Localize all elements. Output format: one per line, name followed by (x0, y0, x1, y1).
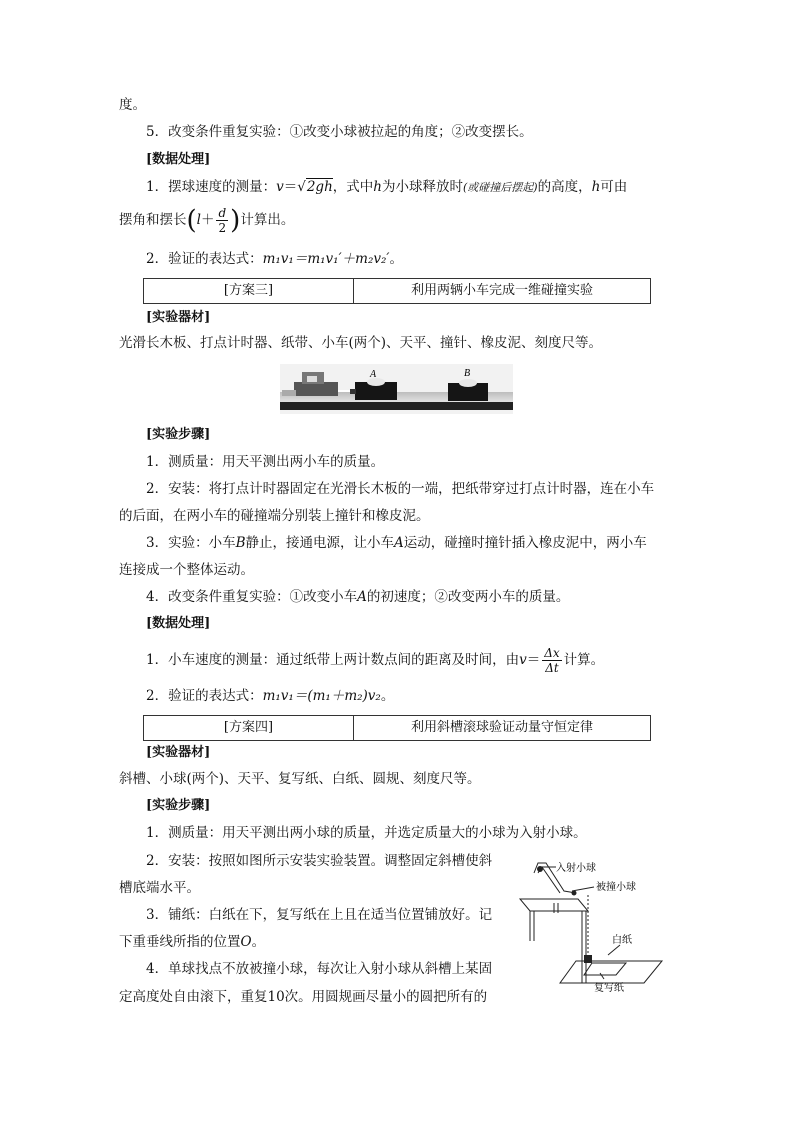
leader-line (608, 945, 620, 955)
plan4-label: [方案四] (144, 716, 354, 740)
incident-ball (537, 866, 543, 872)
text-line: 4．单球找点不放被撞小球，每次让入射小球从斜槽上某固 (146, 961, 493, 977)
fraction (542, 646, 561, 675)
text-line: 1．测质量：用天平测出两小球的质量，并选定质量大的小球为入射小球。 (146, 825, 587, 841)
plan4-title: 利用斜槽滚球验证动量守恒定律 (410, 720, 593, 735)
table-leg (530, 911, 534, 941)
text-line: 连接成一个整体运动。 (119, 562, 254, 578)
fraction (216, 206, 228, 235)
section-heading: [数据处理] (146, 152, 211, 167)
text: 计算。 (563, 652, 605, 668)
section-heading: [实验器材] (146, 745, 211, 760)
text: 4．改变条件重复实验：①改变小车 (146, 589, 358, 605)
text: ，式中 (332, 179, 374, 195)
text-line (146, 587, 569, 607)
text: 2．验证的表达式： (146, 688, 263, 704)
right-paren: ) (230, 205, 241, 236)
section-heading: [实验步骤] (146, 798, 211, 813)
text: 计算出。 (240, 212, 295, 228)
text-line (119, 932, 265, 952)
var-o: O (240, 934, 252, 950)
text: 为小球释放时 (381, 179, 463, 195)
var-l: l (196, 212, 201, 228)
plan3-label: [方案三] (144, 279, 354, 303)
incline-figure (516, 855, 666, 995)
text-line: 2．安装：按照如图所示安装实验装置。调整固定斜槽使斜 (146, 853, 493, 869)
var-h: h (591, 179, 601, 195)
section-heading: [数据处理] (146, 616, 211, 631)
text: 摆角和摆长 (119, 212, 187, 228)
note: (或碰撞后摆起) (462, 181, 538, 194)
target-ball-label: 被撞小球 (596, 882, 636, 893)
text: 。 (380, 688, 395, 704)
text: 1．摆球速度的测量： (146, 179, 277, 195)
denominator: 2 (218, 221, 227, 235)
plan3-box (143, 278, 651, 304)
text-line: 槽底端水平。 (119, 880, 200, 896)
var: A (394, 535, 404, 551)
formula-line (119, 205, 294, 236)
text: 可由 (600, 179, 628, 195)
plumb-bob (584, 955, 592, 963)
incident-ball-label: 入射小球 (556, 863, 596, 874)
text-line: 的后面，在两小车的碰撞端分别装上撞针和橡皮泥。 (119, 508, 430, 524)
denominator: Δt (545, 661, 559, 675)
white-paper-label: 白纸 (612, 935, 632, 946)
target-ball (572, 891, 577, 896)
text-line: 度。 (119, 97, 146, 113)
plan3-title: 利用两辆小车完成一维碰撞实验 (410, 283, 593, 298)
var-v: v (276, 179, 284, 195)
text: 1．小车速度的测量：通过纸带上两计数点间的距离及时间，由 (146, 652, 520, 668)
var: B (235, 535, 246, 551)
text: 2．验证的表达式： (146, 251, 263, 267)
var: A (357, 589, 367, 605)
leader-line (572, 887, 594, 891)
sqrt-sign: √ (297, 179, 306, 195)
white-paper-sheet (560, 961, 662, 983)
text: 的初速度；②改变两小车的质量。 (366, 589, 570, 605)
numerator: d (218, 206, 227, 220)
cart-b-label: B (464, 368, 471, 379)
text-line: 光滑长木板、打点计时器、纸带、小车(两个)、天平、撞针、橡皮泥、刻度尺等。 (119, 335, 603, 351)
plus: ＋ (200, 212, 215, 228)
section-heading: [实验器材] (146, 310, 211, 325)
text-line (146, 533, 647, 553)
text-line: 斜槽、小球(两个)、天平、复写纸、白纸、圆规、刻度尺等。 (119, 771, 481, 787)
numerator: Δx (544, 646, 560, 660)
text-line: 5．改变条件重复实验：①改变小球被拉起的角度；②改变摆长。 (146, 124, 533, 140)
text: 的高度， (537, 179, 592, 195)
cart-a-label: A (370, 369, 377, 380)
text-line: 1．测质量：用天平测出两小车的质量。 (146, 454, 385, 470)
text: ＝ (526, 652, 541, 668)
text: 。 (251, 934, 266, 950)
carbon-paper-sheet (584, 963, 626, 975)
text: 静止，接通电源，让小车 (245, 535, 395, 551)
formula-line (146, 644, 604, 676)
var-h: h (373, 179, 382, 195)
text: 。 (389, 251, 403, 267)
left-paren: ( (186, 205, 197, 236)
text-line: 定高度处自由滚下，重复10次。用圆规画尽量小的圆把所有的 (119, 989, 488, 1005)
plan4-box (143, 715, 651, 741)
formula: m₁v₁＝m₁v₁′＋m₂v₂′ (262, 251, 390, 267)
track-edge (280, 402, 513, 410)
formula: m₁v₁＝(m₁＋m₂)v₂ (262, 688, 381, 704)
carts-figure (280, 364, 513, 414)
var-v: v (519, 652, 527, 668)
text: 下重垂线所指的位置 (119, 934, 241, 950)
formula-line (146, 177, 627, 198)
sqrt-body: 2gh (306, 179, 333, 195)
formula-line (146, 249, 403, 269)
leader-line (600, 973, 604, 979)
text: ＝ (283, 179, 298, 195)
carbon-paper-label: 复写纸 (594, 983, 624, 994)
text-line: 2．安装：将打点计时器固定在光滑长木板的一端，把纸带穿过打点计时器，连在小车 (146, 481, 655, 497)
text: 运动，碰撞时撞针插入橡皮泥中，两小车 (403, 535, 647, 551)
text: 3．实验：小车 (146, 535, 236, 551)
formula-line (146, 686, 394, 706)
section-heading: [实验步骤] (146, 427, 211, 442)
text-line: 3．铺纸：白纸在下，复写纸在上且在适当位置铺放好。记 (146, 907, 493, 923)
